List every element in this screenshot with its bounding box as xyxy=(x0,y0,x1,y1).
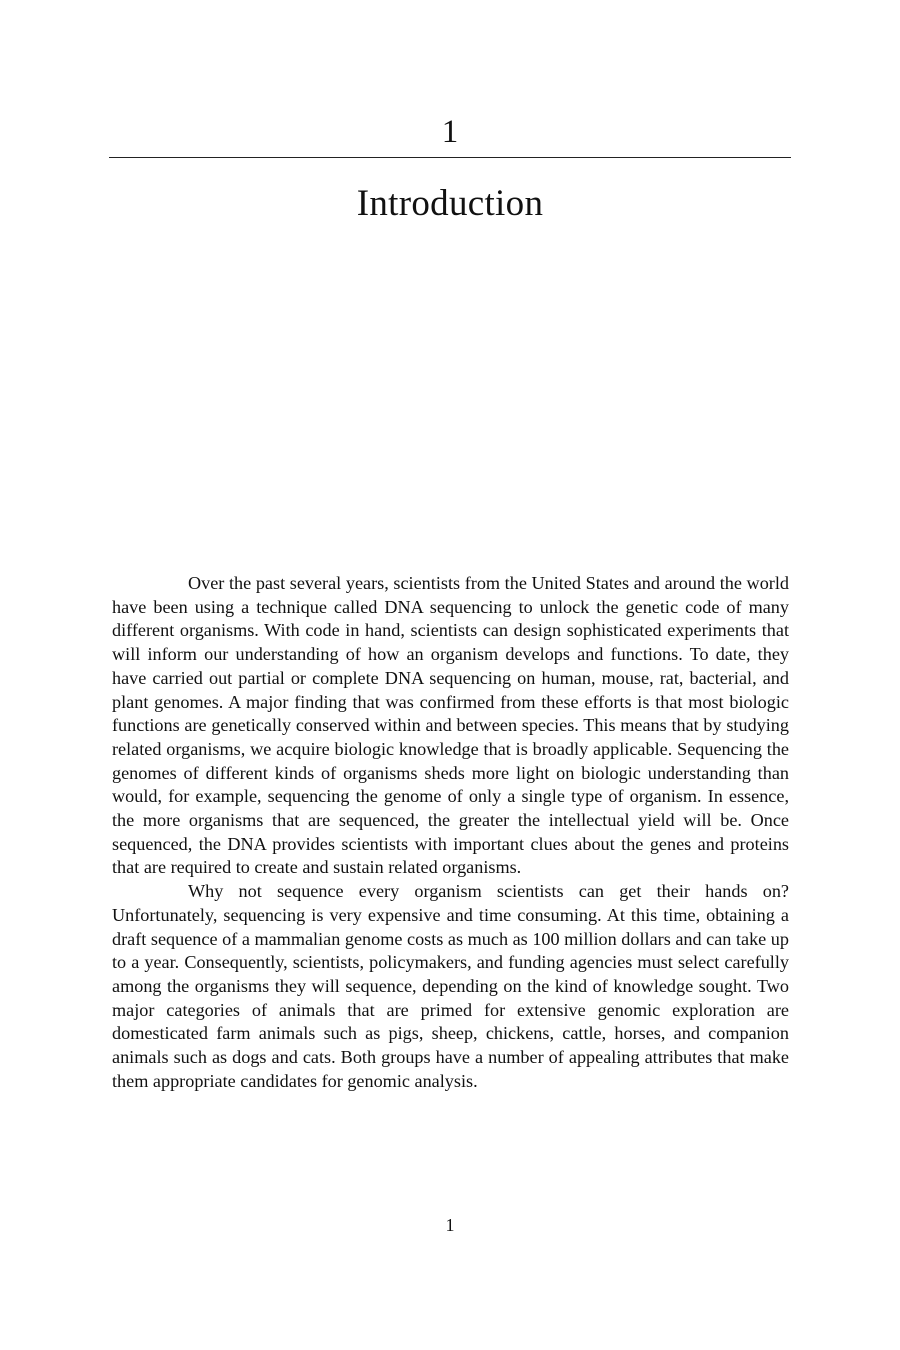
paragraph: Over the past several years, scientists from the United States and around the world have been using a technique called DNA sequencing to unlock the genetic code of many different organisms. With code in hand, scientists can design sophisticated experiments that will inform our understanding of how an organism develops and functions. To date, they have carried out partial or complete DNA sequencing on human, mouse, rat, bacterial, and plant genomes. A major finding that was confirmed from these efforts is that most biologic functions are genetically conserved within and between species. This means that by studying related organisms, we acquire biologic knowledge that is broadly applicable. Sequencing the genomes of different kinds of organisms sheds more light on biologic understanding than would, for example, sequencing the genome of only a single type of organism. In essence, the more organisms that are sequenced, the greater the intellectual yield will be. Once sequenced, the DNA provides scientists with important clues about the genes and proteins that are required to create and sustain related organisms. xyxy=(112,573,789,878)
body-text xyxy=(112,572,789,1093)
chapter-number: 1 xyxy=(441,114,459,150)
paragraph: Why not sequence every organism scientists can get their hands on? Unfortunately, sequencing is very expensive and time consuming. At this time, obtaining a draft sequence of a mammalian genome costs as much as 100 million dollars and can take up to a year. Consequently, scientists, policymakers, and funding agencies must select carefully among the organisms they will sequence, depending on the kind of knowledge sought. Two major categories of animals that are primed for extensive genomic exploration are domesticated farm animals such as pigs, sheep, chickens, cattle, horses, and companion animals such as dogs and cats. Both groups have a number of appealing attributes that make them appropriate candidates for genomic analysis. xyxy=(112,881,789,1091)
chapter-title: Introduction xyxy=(356,183,544,224)
page-number: 1 xyxy=(445,1215,455,1235)
chapter-rule xyxy=(109,157,791,158)
